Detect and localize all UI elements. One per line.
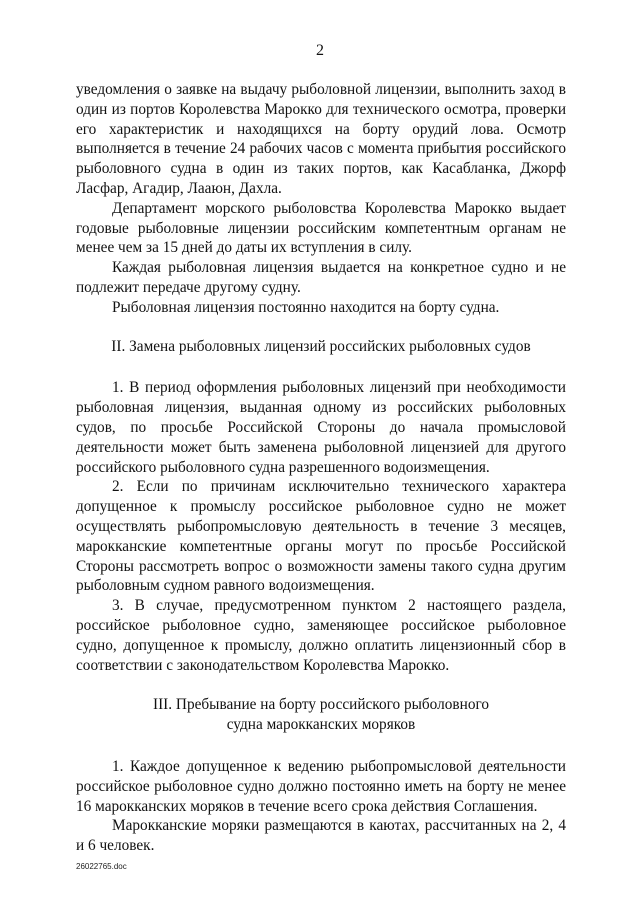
- paragraph: 2. Если по причинам исключительно технического характера допущенное к промыслу российское рыболовное судно не может осуществлять рыбопромысловую деятельность в течение 3 месяцев, марокканские компетентные органы могут по просьбе Российской Стороны рассмотреть вопрос о возможности замены такого судна другим рыболовным судном равного водоизмещения.: [76, 478, 566, 595]
- paragraph: Рыболовная лицензия постоянно находится на борту судна.: [112, 298, 500, 316]
- section-heading: II. Замена рыболовных лицензий российских рыболовных судов: [111, 337, 531, 355]
- paragraph: 3. В случае, предусмотренном пунктом 2 настоящего раздела, российское рыболовное судно, заменяющее российское рыболовное судно, допущенное к промыслу, должно оплатить лицензионный сбор в соответствии с законодательством Королевства Марокко.: [76, 597, 566, 674]
- paragraph: 1. Каждое допущенное к ведению рыбопромысловой деятельности российское рыболовное судно должно постоянно иметь на борту не менее 16 марокканских моряков в течение всего срока действия Соглашения.: [76, 757, 566, 815]
- paragraph: Марокканские моряки размещаются в каютах, рассчитанных на 2, 4 и 6 человек.: [76, 817, 566, 855]
- paragraph: Каждая рыболовная лицензия выдается на конкретное судно и не подлежит передаче другому судну.: [76, 259, 566, 296]
- paragraph: уведомления о заявке на выдачу рыболовной лицензии, выполнить заход в один из портов Королевства Марокко для технического осмотра, проверки его характеристик и находящихся на борту орудий лова. Осмотр выполняется в течение 24 рабочих часов с момента прибытия российского рыболовного судна в один из таких портов, как Касабланка, Джорф Ласфар, Агадир, Лааюн, Дахла.: [76, 81, 566, 197]
- section-heading: [76, 695, 566, 735]
- section-heading-line: судна марокканских моряков: [226, 716, 416, 734]
- file-name-footer: 26022765.doc: [76, 862, 127, 871]
- paragraph: 1. В период оформления рыболовных лицензий при необходимости рыболовная лицензия, выданная одному из российских рыболовных судов, по просьбе Российской Стороны до начала промысловой деятельности может быть заменена рыболовной лицензией для другого российского рыболовного судна разрешенного водоизмещения.: [76, 379, 566, 476]
- document-body: [76, 80, 566, 856]
- section-heading-line: III. Пребывание на борту российского рыболовного: [152, 696, 490, 714]
- page-number: 2: [316, 42, 324, 59]
- paragraph: Департамент морского рыболовства Королевства Марокко выдает годовые рыболовные лицензии российским компетентным органам не менее чем за 15 дней до даты их вступления в силу.: [76, 199, 566, 257]
